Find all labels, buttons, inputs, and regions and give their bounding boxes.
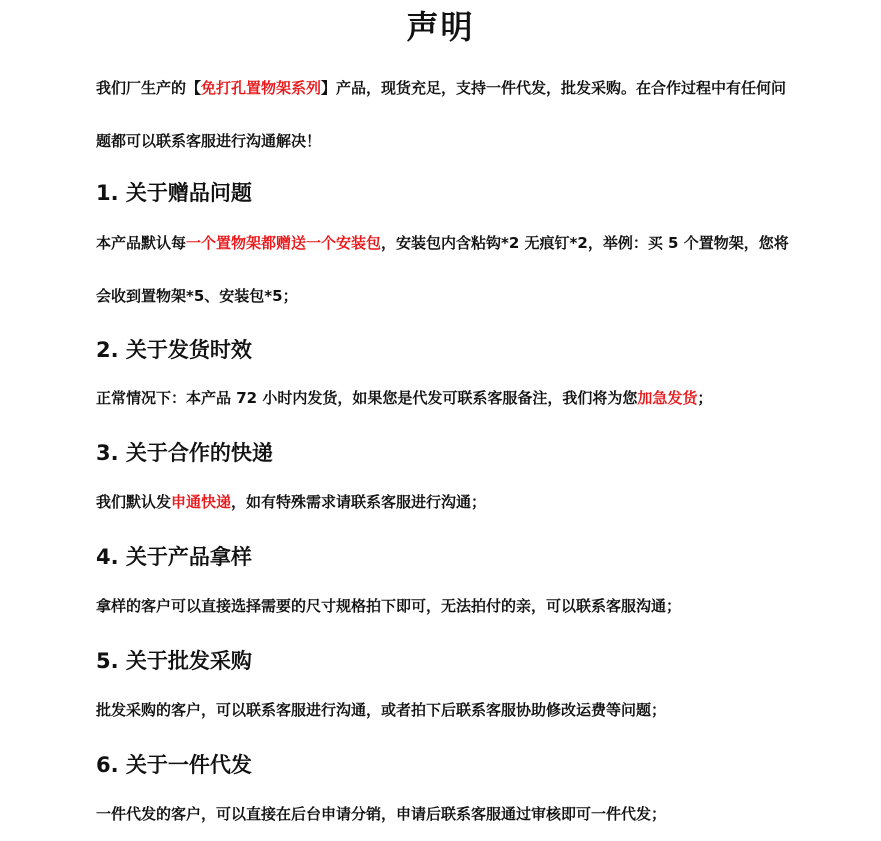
section-3-highlight: 申通快递 [171, 493, 232, 511]
section-4-paragraph: 拿样的客户可以直接选择需要的尺寸规格拍下即可，无法拍付的亲，可以联系客服沟通； [96, 597, 682, 615]
section-3-text-start: 我们默认发 [96, 493, 172, 511]
section-2-heading: 2. 关于发货时效 [96, 338, 252, 362]
section-2-text-end: ； [697, 389, 713, 407]
section-5-heading: 5. 关于批发采购 [96, 649, 252, 673]
section-3-text-end: ，如有特殊需求请联系客服进行沟通； [231, 493, 487, 511]
section-1-text-start: 本产品默认每 [96, 234, 187, 252]
page-title: 声明 [406, 8, 475, 46]
section-3-paragraph [96, 476, 796, 529]
section-6-heading: 6. 关于一件代发 [96, 753, 252, 777]
intro-text-start: 我们厂生产的【 [96, 79, 202, 97]
section-3-heading: 3. 关于合作的快递 [96, 441, 273, 465]
section-1-paragraph [96, 217, 796, 323]
section-2-highlight: 加急发货 [637, 389, 698, 407]
intro-paragraph [96, 62, 796, 168]
section-1-text-end: ，安装包内含粘钩*2 无痕钉*2，举例：买 5 个置物架，您将会收到置物架*5、安装包*5； [96, 234, 789, 305]
section-1-highlight: 一个置物架都赠送一个安装包 [186, 234, 382, 252]
section-2-text-start: 正常情况下：本产品 72 小时内发货，如果您是代发可联系客服备注，我们将为您 [96, 389, 638, 407]
section-4-heading: 4. 关于产品拿样 [96, 545, 252, 569]
section-1-heading: 1. 关于赠品问题 [96, 181, 252, 205]
section-5-paragraph: 批发采购的客户，可以联系客服进行沟通，或者拍下后联系客服协助修改运费等问题； [96, 701, 667, 719]
section-2-paragraph [96, 372, 796, 425]
intro-highlight: 免打孔置物架系列 [201, 79, 322, 97]
intro-text-end: 】产品，现货充足，支持一件代发，批发采购。在合作过程中有任何问题都可以联系客服进行沟通解决！ [96, 79, 787, 150]
section-6-paragraph: 一件代发的客户，可以直接在后台申请分销，申请后联系客服通过审核即可一件代发； [96, 805, 667, 823]
